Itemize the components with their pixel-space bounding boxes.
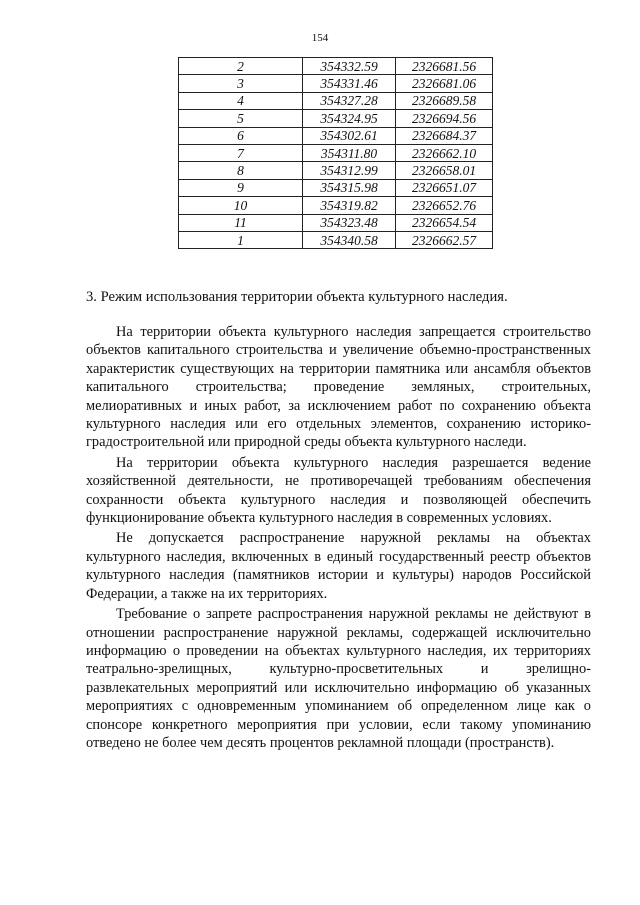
- x-coordinate-cell: 354332.59: [303, 58, 396, 75]
- x-coordinate-cell: 354312.99: [303, 162, 396, 179]
- table-row: [179, 197, 493, 214]
- point-number-cell: 10: [179, 197, 303, 214]
- y-coordinate-cell: 2326651.07: [396, 179, 493, 196]
- table-row: [179, 231, 493, 248]
- table-row: [179, 127, 493, 144]
- point-number-cell: 4: [179, 92, 303, 109]
- y-coordinate-cell: 2326684.37: [396, 127, 493, 144]
- y-coordinate-cell: 2326654.54: [396, 214, 493, 231]
- section-heading: 3. Режим использования территории объекта культурного наследия.: [86, 289, 508, 305]
- x-coordinate-cell: 354323.48: [303, 214, 396, 231]
- x-coordinate-cell: 354315.98: [303, 179, 396, 196]
- x-coordinate-cell: 354331.46: [303, 75, 396, 92]
- point-number-cell: 7: [179, 144, 303, 161]
- page-number: 154: [311, 32, 329, 44]
- y-coordinate-cell: 2326662.10: [396, 144, 493, 161]
- paragraph-advertising-exceptions: Требование о запрете распространения наружной рекламы не действуют в отношении распространение наружной рекламы, содержащей исключительно информацию о проведении на объектах культурного наследия, их территориях театрально-зрелищных, культурно-просветительных и зрелищно-развлекательных мероприятий или исключительно информацию об указанных мероприятиях с одновременным упоминанием об определенном лице как о спонсоре конкретного мероприятия при условии, если такому упоминанию отведено не более чем десять процентов рекламной площади (пространств).: [86, 606, 591, 751]
- coordinates-table: [178, 57, 493, 249]
- point-number-cell: 2: [179, 58, 303, 75]
- table-row: [179, 162, 493, 179]
- x-coordinate-cell: 354324.95: [303, 110, 396, 127]
- point-number-cell: 3: [179, 75, 303, 92]
- point-number-cell: 1: [179, 231, 303, 248]
- y-coordinate-cell: 2326658.01: [396, 162, 493, 179]
- paragraph-prohibitions: На территории объекта культурного наследия запрещается строительство объектов капитального строительства и увеличение объемно-пространственных характеристик существующих на территории памятника или ансамбля объектов капитального строительства; проведение земляных, строительных, мелиоративных и иных работ, за исключением работ по сохранению объекта культурного наследия или его отдельных элементов, сохранению историко-градостроительной или природной среды объекта культурного наследи.: [86, 324, 591, 451]
- table-row: [179, 179, 493, 196]
- table-row: [179, 75, 493, 92]
- table-row: [179, 58, 493, 75]
- coordinates-table-body: [179, 58, 493, 249]
- y-coordinate-cell: 2326652.76: [396, 197, 493, 214]
- point-number-cell: 9: [179, 179, 303, 196]
- x-coordinate-cell: 354319.82: [303, 197, 396, 214]
- y-coordinate-cell: 2326681.06: [396, 75, 493, 92]
- table-row: [179, 110, 493, 127]
- table-row: [179, 92, 493, 109]
- x-coordinate-cell: 354311.80: [303, 144, 396, 161]
- point-number-cell: 8: [179, 162, 303, 179]
- x-coordinate-cell: 354302.61: [303, 127, 396, 144]
- y-coordinate-cell: 2326694.56: [396, 110, 493, 127]
- table-row: [179, 214, 493, 231]
- x-coordinate-cell: 354327.28: [303, 92, 396, 109]
- paragraph-permitted-activity: На территории объекта культурного наследия разрешается ведение хозяйственной деятельности, не противоречащей требованиям обеспечения сохранности объекта культурного наследия и позволяющей обеспечить функционирование объекта культурного наследия в современных условиях.: [86, 454, 591, 527]
- x-coordinate-cell: 354340.58: [303, 231, 396, 248]
- y-coordinate-cell: 2326689.58: [396, 92, 493, 109]
- section-body: [86, 323, 591, 754]
- point-number-cell: 11: [179, 214, 303, 231]
- y-coordinate-cell: 2326662.57: [396, 231, 493, 248]
- paragraph-advertising-ban: Не допускается распространение наружной рекламы на объектах культурного наследия, включенных в единый государственный реестр объектов культурного наследия (памятников истории и культуры) народов Российской Федерации, а также на их территориях.: [86, 530, 591, 602]
- point-number-cell: 5: [179, 110, 303, 127]
- point-number-cell: 6: [179, 127, 303, 144]
- table-row: [179, 144, 493, 161]
- y-coordinate-cell: 2326681.56: [396, 58, 493, 75]
